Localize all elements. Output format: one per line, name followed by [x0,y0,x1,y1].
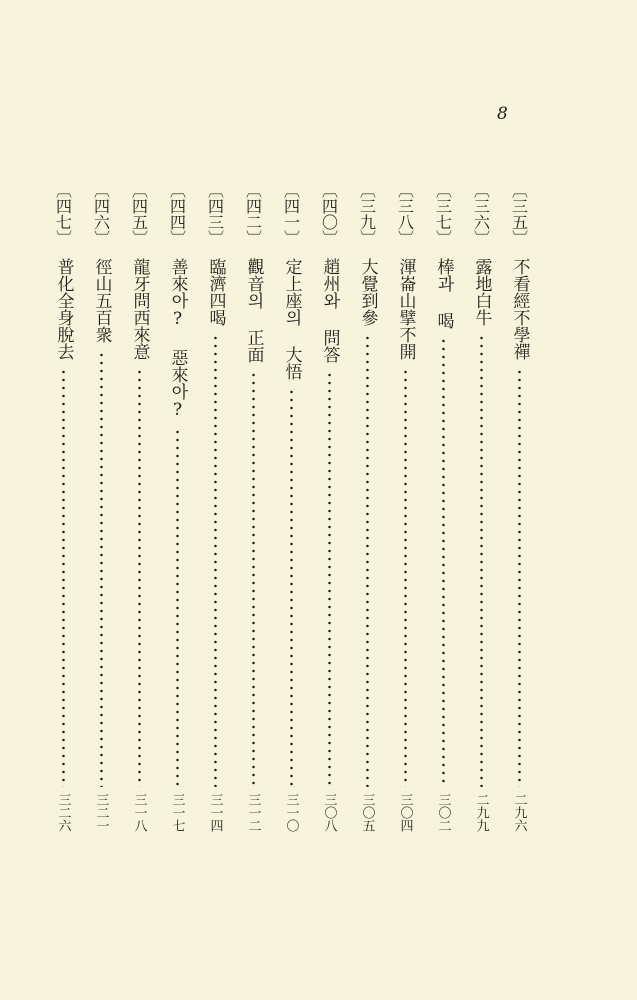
toc-entry [158,182,196,832]
entry-title: 露地白牛 [471,258,492,326]
dot-leader [62,368,65,787]
toc-entry [196,182,234,832]
toc-entry [462,182,500,832]
entry-number: 〔三九〕 [357,182,377,246]
entry-page: 三一二 [245,793,261,832]
entry-title: 不看經不學禪 [509,258,530,360]
dot-leader [100,351,103,787]
entry-number: 〔三六〕 [471,182,491,246]
entry-number: 〔四〇〕 [319,182,339,246]
entry-title: 趙州와 問答 [319,258,340,363]
dot-leader [214,334,217,787]
entry-title: 普化全身脫去 [53,258,74,360]
entry-page: 三一七 [169,793,185,832]
entry-title: 臨濟四喝 [205,258,226,326]
dot-leader [480,334,483,787]
dot-leader [138,368,141,787]
entry-page: 三一〇 [283,793,299,832]
entry-number: 〔三八〕 [395,182,415,246]
entry-page: 三二六 [55,793,71,832]
entry-number: 〔三五〕 [509,182,529,246]
entry-page: 二九九 [473,793,489,832]
entry-title: 觀音의 正面 [243,258,264,363]
dot-leader [404,368,407,787]
entry-title: 渾崙山擘不開 [395,258,416,360]
toc-entry [272,182,310,832]
entry-title: 棒과 喝 [433,258,454,329]
entry-page: 三〇四 [397,793,413,832]
entry-number: 〔三七〕 [433,182,453,246]
dot-leader [328,371,331,787]
entry-page: 三〇八 [321,793,337,832]
entry-title: 龍牙問西來意 [129,258,150,360]
entry-number: 〔四五〕 [129,182,149,246]
entry-title: 徑山五百衆 [91,258,112,343]
entry-number: 〔四二〕 [243,182,263,246]
entry-page: 三二一 [93,793,109,832]
toc-entry [310,182,348,832]
page-number: 8 [497,104,508,124]
entry-page: 三一四 [207,793,223,832]
dot-leader [366,334,369,787]
entry-title: 善來아? 惡來아? [167,258,188,420]
entry-title: 定上座의 大悟 [281,258,302,380]
entry-page: 三〇五 [359,793,375,832]
dot-leader [176,428,179,787]
entry-page: 三一八 [131,793,147,832]
dot-leader [518,368,521,787]
toc-entry [386,182,424,832]
entry-title: 大覺到參 [357,258,378,326]
entry-page: 三〇二 [435,793,451,832]
dot-leader [290,388,293,787]
dot-leader [442,337,445,787]
toc-entry [348,182,386,832]
dot-leader [252,371,255,787]
toc-entry [500,182,538,832]
table-of-contents [38,182,538,832]
entry-number: 〔四七〕 [53,182,73,246]
entry-number: 〔四一〕 [281,182,301,246]
toc-entry [120,182,158,832]
entry-page: 二九六 [511,793,527,832]
toc-entry [44,182,82,832]
toc-entry [234,182,272,832]
entry-number: 〔四六〕 [91,182,111,246]
entry-number: 〔四三〕 [205,182,225,246]
toc-entry [424,182,462,832]
entry-number: 〔四四〕 [167,182,187,246]
toc-entry [82,182,120,832]
